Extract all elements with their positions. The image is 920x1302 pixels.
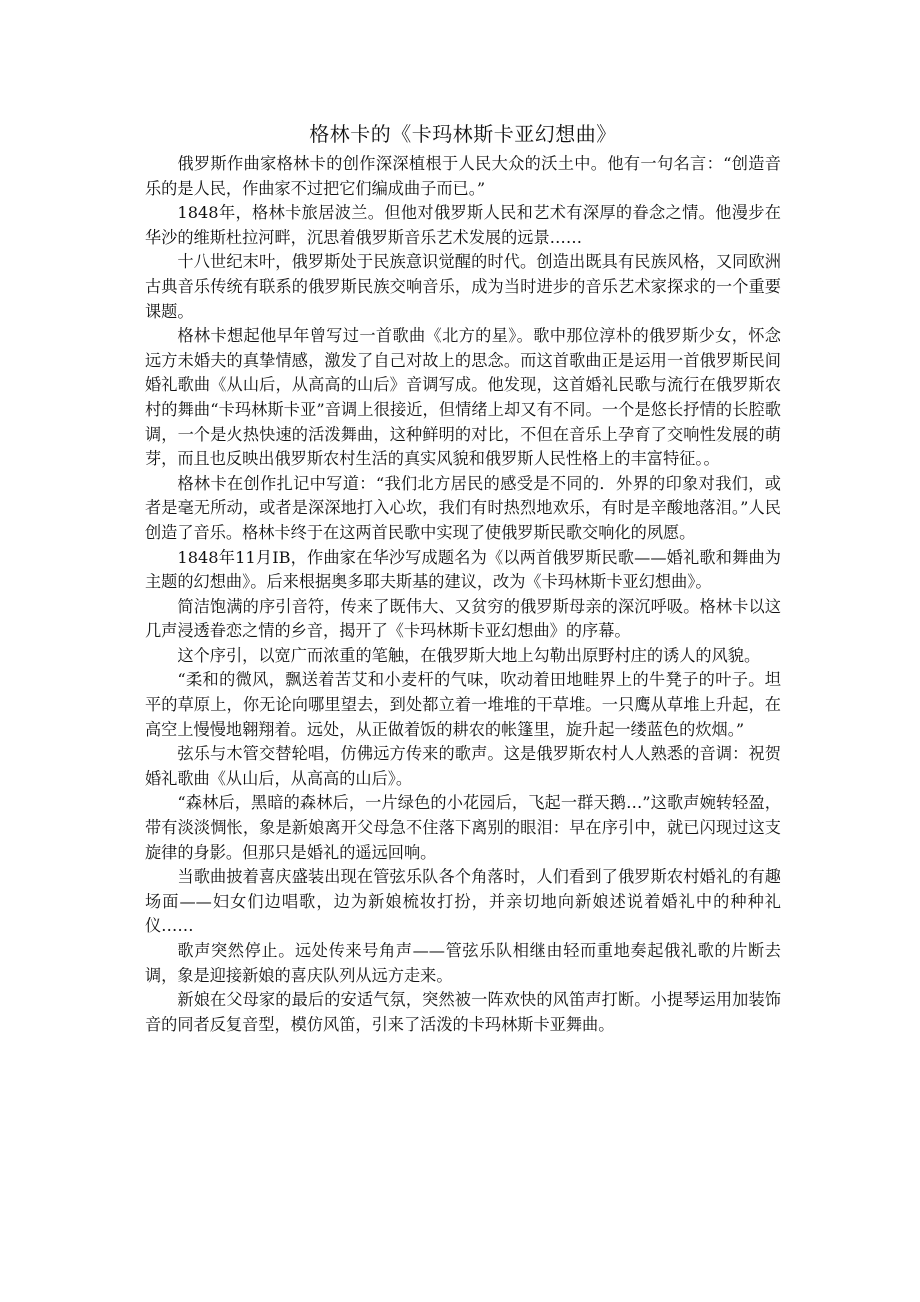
paragraph: 格林卡在创作扎记中写道：“我们北方居民的感受是不同的．外界的印象对我们，或者是毫无所动，或者是深深地打入心坎，我们有时热烈地欢乐，有时是辛酸地落泪。”人民创造了音乐。格林卡终于在这两首民歌中实现了使俄罗斯民歌交响化的夙愿。 bbox=[145, 473, 781, 542]
paragraph: 1848年，格林卡旅居波兰。但他对俄罗斯人民和艺术有深厚的眷念之情。他漫步在华沙的维斯杜拉河畔，沉思着俄罗斯音乐艺术发展的远景…… bbox=[145, 203, 781, 247]
quote-paragraph: “柔和的微风，飘送着苦艾和小麦杆的气味，吹动着田地畦界上的牛凳子的叶子。坦平的草原上，你无论向哪里望去，到处都立着一堆堆的干草堆。一只鹰从草堆上升起，在高空上慢慢地翱翔着。远处，从正做着饭的耕农的帐篷里，旋升起一缕蓝色的炊烟。” bbox=[145, 670, 781, 739]
paragraph: 歌声突然停止。远处传来号角声——管弦乐队相继由轻而重地奏起俄礼歌的片断去调，象是迎接新娘的喜庆队列从远方走来。 bbox=[145, 941, 781, 985]
document-title: 格林卡的《卡玛林斯卡亚幻想曲》 bbox=[309, 122, 617, 146]
paragraph: 简洁饱满的序引音符，传来了既伟大、又贫穷的俄罗斯母亲的深沉呼吸。格林卡以这几声浸透眷恋之情的乡音，揭开了《卡玛林斯卡亚幻想曲》的序幕。 bbox=[145, 596, 781, 641]
paragraph: 俄罗斯作曲家格林卡的创作深深植根于人民大众的沃土中。他有一句名言：“创造音乐的是人民，作曲家不过把它们编成曲子而已。” bbox=[145, 154, 781, 198]
paragraph: 这个序引，以宽广而浓重的笔触，在俄罗斯大地上勾勒出原野村庄的诱人的风貌。 bbox=[177, 645, 761, 665]
quote-paragraph: “森林后，黑暗的森林后，一片绿色的小花园后，飞起一群天鹅…”这歌声婉转轻盈，带有淡淡惆怅，象是新娘离开父母急不住落下离别的眼泪：早在序引中，就已闪现过这支旋律的身影。但那只是婚礼的遥远回响。 bbox=[145, 793, 781, 862]
paragraph: 当歌曲披着喜庆盛装出现在管弦乐队各个角落时，人们看到了俄罗斯农村婚礼的有趣场面——妇女们边唱歌，边为新娘梳妆打扮，并亲切地向新娘述说着婚礼中的种种礼仪…… bbox=[145, 867, 781, 936]
document-page bbox=[145, 119, 781, 1037]
paragraph: 十八世纪末叶，俄罗斯处于民族意识觉醒的时代。创造出既具有民族风格，又同欧洲古典音乐传统有联系的俄罗斯民族交响音乐，成为当时进步的音乐艺术家探求的一个重要课题。 bbox=[145, 252, 781, 321]
paragraph: 弦乐与木管交替轮唱，仿佛远方传来的歌声。这是俄罗斯农村人人熟悉的音调：祝贺婚礼歌曲《从山后，从高高的山后》。 bbox=[145, 744, 781, 788]
paragraph: 格林卡想起他早年曾写过一首歌曲《北方的星》。歌中那位淳朴的俄罗斯少女，怀念远方未婚夫的真挚情感，激发了自己对故上的思念。而这首歌曲正是运用一首俄罗斯民间婚礼歌曲《从山后，从高高的山后》音调写成。他发现，这首婚礼民歌与流行在俄罗斯农村的舞曲“卡玛林斯卡亚”音调上很接近，但情绪上却又有不同。一个是悠长抒情的长腔歌调，一个是火热快速的活泼舞曲，这种鲜明的对比，不但在音乐上孕育了交响性发展的萌芽，而且也反映出俄罗斯农村生活的真实风貌和俄罗斯人民性格上的丰富特征。。 bbox=[145, 326, 781, 469]
paragraph: 1848年11月IB，作曲家在华沙写成题名为《以两首俄罗斯民歌——婚礼歌和舞曲为主题的幻想曲》。后来根据奥多耶夫斯基的建议，改为《卡玛林斯卡亚幻想曲》。 bbox=[145, 547, 781, 592]
paragraph: 新娘在父母家的最后的安适气氛，突然被一阵欢快的风笛声打断。小提琴运用加装饰音的同者反复音型，模仿风笛，引来了活泼的卡玛林斯卡亚舞曲。 bbox=[145, 990, 781, 1034]
